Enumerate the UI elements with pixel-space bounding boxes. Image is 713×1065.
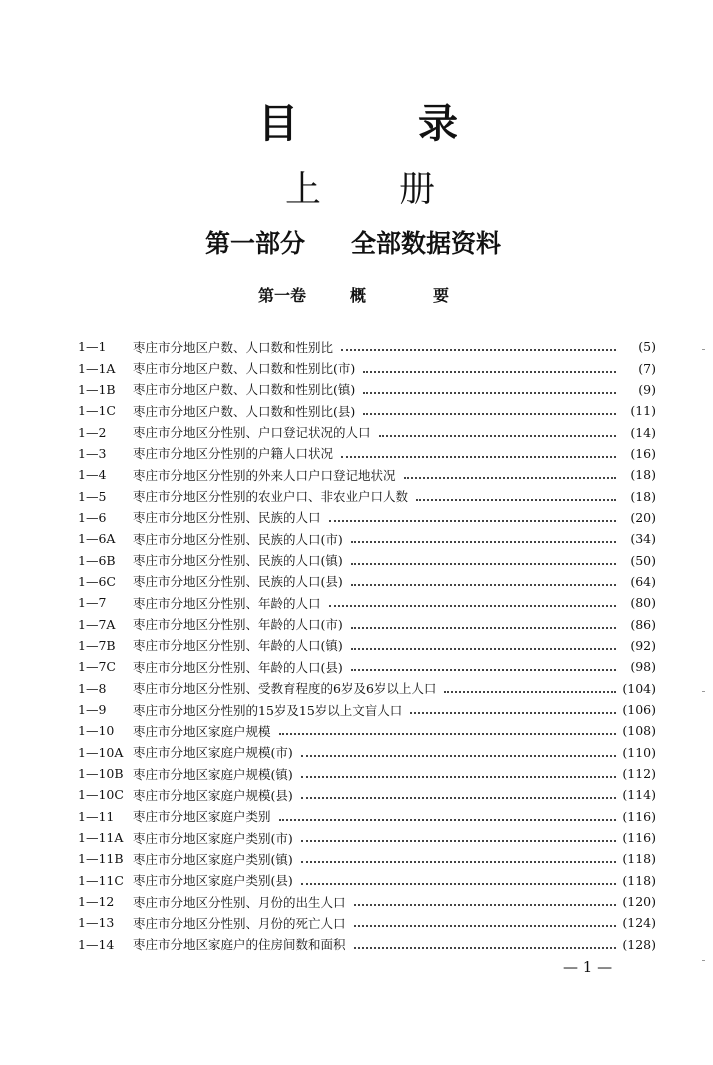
toc-entry-page: (64) (630, 573, 656, 589)
toc-leader-dots (363, 391, 616, 394)
toc-title-char-2: 录 (418, 101, 458, 147)
toc-leader-dots (301, 775, 616, 778)
toc-entry-code: 1—14 (78, 936, 115, 952)
toc-entry-page: (92) (630, 637, 656, 653)
toc-entry-page: (108) (622, 723, 656, 739)
toc-entry (78, 485, 656, 506)
toc-leader-dots (404, 476, 616, 479)
toc-entry-code: 1—7C (78, 659, 116, 675)
scan-edge-mark (702, 349, 705, 350)
toc-entry-page: (120) (622, 894, 656, 910)
toc-entry (78, 891, 656, 912)
toc-entry (78, 443, 656, 464)
toc-entry-page: (124) (622, 915, 656, 931)
toc-entry-title: 枣庄市分地区户数、人口数和性别比(县) (133, 403, 356, 419)
toc-entry (78, 763, 656, 784)
toc-entry-title: 枣庄市分地区分性别、月份的死亡人口 (133, 915, 346, 931)
part-heading (205, 228, 501, 260)
toc-title-char-1: 目 (258, 101, 298, 147)
section-heading (258, 284, 449, 308)
toc-entry-page: (80) (630, 595, 656, 611)
toc-leader-dots (351, 562, 616, 565)
volume-title-char-2: 册 (398, 169, 435, 210)
toc-entry-title: 枣庄市分地区户数、人口数和性别比(市) (133, 361, 356, 377)
toc-entry-page: (9) (638, 381, 656, 397)
toc-leader-dots (341, 348, 616, 351)
toc-entry-title: 枣庄市分地区分性别、户口登记状况的人口 (133, 425, 371, 441)
toc-entry-title: 枣庄市分地区家庭户类别(镇) (133, 851, 293, 867)
toc-entry (78, 379, 656, 400)
toc-leader-dots (301, 882, 616, 885)
toc-leader-dots (351, 668, 616, 671)
toc-entry-title: 枣庄市分地区家庭户规模(市) (133, 745, 293, 761)
toc-entry-page: (104) (622, 680, 656, 696)
toc-entry-code: 1—10A (78, 744, 124, 760)
toc-entry-code: 1—1C (78, 403, 116, 419)
section-title-char-1: 概 (350, 286, 367, 305)
toc-entry (78, 870, 656, 891)
toc-entry-page: (112) (622, 766, 656, 782)
toc-entry-page: (5) (638, 339, 656, 355)
toc-entry (78, 464, 656, 485)
toc-entry-title: 枣庄市分地区分性别、年龄的人口(县) (133, 659, 343, 675)
toc-entry (78, 806, 656, 827)
toc-entry-code: 1—6C (78, 573, 116, 589)
toc-entry-title: 枣庄市分地区分性别、民族的人口(县) (133, 574, 343, 590)
toc-entry-code: 1—1B (78, 381, 116, 397)
toc-entry-code: 1—11B (78, 851, 124, 867)
toc-entry-page: (118) (622, 872, 656, 888)
scan-edge-mark (702, 691, 705, 692)
toc-entry-title: 枣庄市分地区分性别、年龄的人口(市) (133, 617, 343, 633)
toc-entry-title: 枣庄市分地区家庭户的住房间数和面积 (133, 937, 346, 953)
volume-title-char-1: 上 (285, 169, 322, 210)
toc-entry-title: 枣庄市分地区分性别、月份的出生人口 (133, 894, 346, 910)
toc-entry-code: 1—11 (78, 808, 115, 824)
toc-leader-dots (329, 519, 616, 522)
toc-entry-code: 1—6 (78, 509, 107, 525)
toc-entry-page: (114) (622, 787, 656, 803)
toc-entry (78, 720, 656, 741)
toc-leader-dots (351, 540, 616, 543)
toc-entry-page: (86) (630, 616, 656, 632)
toc-leader-dots (354, 903, 616, 906)
toc-entry (78, 848, 656, 869)
toc-entry (78, 827, 656, 848)
toc-entry-title: 枣庄市分地区家庭户规模(镇) (133, 766, 293, 782)
toc-entry-code: 1—12 (78, 894, 115, 910)
toc-entry-title: 枣庄市分地区分性别、民族的人口 (133, 510, 321, 526)
toc-entry (78, 571, 656, 592)
toc-entry-page: (128) (622, 936, 656, 952)
scan-edge-mark (702, 960, 705, 961)
toc-entry-title: 枣庄市分地区分性别、年龄的人口(镇) (133, 638, 343, 654)
toc-entry (78, 912, 656, 933)
toc-entry (78, 507, 656, 528)
toc-entry-title: 枣庄市分地区分性别的15岁及15岁以上文盲人口 (133, 702, 403, 718)
toc-leader-dots (341, 455, 616, 458)
toc-leader-dots (410, 711, 616, 714)
section-label: 第一卷 (258, 286, 307, 305)
toc-entry-title: 枣庄市分地区户数、人口数和性别比 (133, 339, 334, 355)
toc-leader-dots (354, 924, 616, 927)
toc-entry-page: (116) (622, 830, 656, 846)
toc-entry-page: (16) (630, 445, 656, 461)
toc-entry (78, 357, 656, 378)
toc-entry (78, 592, 656, 613)
toc-entry-code: 1—6A (78, 531, 116, 547)
toc-entry-code: 1—7A (78, 616, 116, 632)
toc-entry-title: 枣庄市分地区分性别、受教育程度的6岁及6岁以上人口 (133, 681, 437, 697)
toc-entry (78, 400, 656, 421)
toc-leader-dots (329, 604, 616, 607)
toc-entry-code: 1—9 (78, 702, 107, 718)
toc-entry-page: (50) (630, 552, 656, 568)
toc-entry-title: 枣庄市分地区分性别的农业户口、非农业户口人数 (133, 489, 409, 505)
toc-leader-dots (301, 754, 616, 757)
toc-leader-dots (301, 839, 616, 842)
toc-leader-dots (363, 370, 616, 373)
toc-entry-page: (18) (630, 467, 656, 483)
toc-entry-title: 枣庄市分地区家庭户规模(县) (133, 787, 293, 803)
toc-entry-page: (98) (630, 659, 656, 675)
toc-leader-dots (301, 796, 616, 799)
toc-entry-page: (106) (622, 702, 656, 718)
toc-entry-page: (34) (630, 531, 656, 547)
toc-entry-code: 1—2 (78, 424, 107, 440)
toc-entry-title: 枣庄市分地区家庭户类别(市) (133, 830, 293, 846)
toc-entry (78, 678, 656, 699)
toc-entry (78, 656, 656, 677)
toc-entry-title: 枣庄市分地区分性别、民族的人口(镇) (133, 553, 343, 569)
toc-entry (78, 635, 656, 656)
volume-title (285, 168, 435, 212)
toc-entry-page: (14) (630, 424, 656, 440)
toc-leader-dots (444, 690, 616, 693)
toc-leader-dots (354, 946, 616, 949)
toc-entry-page: (116) (622, 808, 656, 824)
toc-entry (78, 613, 656, 634)
toc-entry (78, 528, 656, 549)
toc-entry (78, 934, 656, 955)
toc-entry-title: 枣庄市分地区户数、人口数和性别比(镇) (133, 382, 356, 398)
toc-entry-code: 1—4 (78, 467, 107, 483)
toc-entry-code: 1—11C (78, 872, 124, 888)
toc-title (258, 100, 458, 148)
toc-entry-code: 1—10 (78, 723, 115, 739)
toc-entry-code: 1—6B (78, 552, 116, 568)
toc-entry-title: 枣庄市分地区家庭户类别 (133, 809, 271, 825)
toc-entry-page: (11) (630, 403, 656, 419)
toc-leader-dots (363, 412, 616, 415)
toc-entry (78, 784, 656, 805)
toc-entry-code: 1—3 (78, 445, 107, 461)
toc-entry-code: 1—1A (78, 360, 116, 376)
toc-entry (78, 421, 656, 442)
toc-leader-dots (279, 732, 616, 735)
toc-entry-page: (18) (630, 488, 656, 504)
toc-entry-page: (20) (630, 509, 656, 525)
toc-entry-title: 枣庄市分地区分性别的外来人口户口登记地状况 (133, 467, 396, 483)
toc-leader-dots (351, 583, 616, 586)
toc-entry-code: 1—1 (78, 339, 107, 355)
section-title-char-2: 要 (433, 286, 450, 305)
part-title: 全部数据资料 (351, 229, 502, 258)
toc-entry (78, 699, 656, 720)
toc-entry-page: (118) (622, 851, 656, 867)
toc-entry-code: 1—5 (78, 488, 107, 504)
toc-leader-dots (379, 434, 616, 437)
toc-entry-page: (7) (638, 360, 656, 376)
toc-entry-code: 1—7 (78, 595, 107, 611)
toc-entry-title: 枣庄市分地区家庭户类别(县) (133, 873, 293, 889)
toc-entry-code: 1—10B (78, 766, 124, 782)
toc-leader-dots (351, 647, 616, 650)
toc-entry-page: (110) (622, 744, 656, 760)
table-of-contents (78, 336, 656, 955)
toc-entry-code: 1—7B (78, 637, 116, 653)
toc-leader-dots (416, 498, 616, 501)
toc-entry (78, 336, 656, 357)
part-label: 第一部分 (205, 229, 306, 258)
toc-entry-code: 1—11A (78, 830, 124, 846)
toc-entry-title: 枣庄市分地区分性别的户籍人口状况 (133, 446, 334, 462)
toc-leader-dots (351, 626, 616, 629)
toc-entry-title: 枣庄市分地区分性别、民族的人口(市) (133, 531, 343, 547)
page-number: — 1 — (563, 958, 613, 976)
toc-entry-code: 1—10C (78, 787, 124, 803)
toc-entry (78, 549, 656, 570)
toc-entry-code: 1—13 (78, 915, 115, 931)
toc-entry (78, 742, 656, 763)
toc-leader-dots (279, 818, 616, 821)
toc-entry-title: 枣庄市分地区家庭户规模 (133, 723, 271, 739)
toc-leader-dots (301, 860, 616, 863)
toc-entry-title: 枣庄市分地区分性别、年龄的人口 (133, 595, 321, 611)
toc-entry-code: 1—8 (78, 680, 107, 696)
